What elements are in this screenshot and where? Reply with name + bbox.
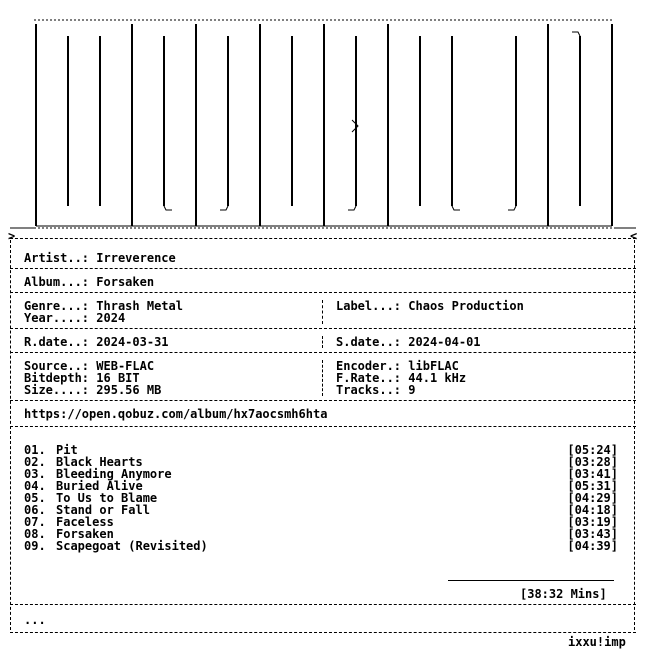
track-title: Buried Alive xyxy=(56,479,143,493)
album-value: Forsaken xyxy=(96,275,155,289)
size-value: 295.56 MB xyxy=(96,383,162,397)
bitdepth-label: Bitdepth: xyxy=(24,371,90,385)
album-url[interactable]: https://open.qobuz.com/album/hx7aocsmh6hta xyxy=(24,407,328,421)
ascii-logo xyxy=(0,0,648,243)
artist-label: Artist..: xyxy=(24,251,90,265)
frame-right xyxy=(634,240,635,630)
column-separator xyxy=(322,360,323,396)
track-row xyxy=(24,540,618,552)
tracks-row xyxy=(336,384,416,396)
track-number: 02. xyxy=(24,455,46,469)
track-title: Scapegoat (Revisited) xyxy=(56,539,208,553)
track-title: To Us to Blame xyxy=(56,491,158,505)
sdate-label: S.date..: xyxy=(336,335,402,349)
rdate-value: 2024-03-31 xyxy=(96,335,169,349)
track-title: Black Hearts xyxy=(56,455,143,469)
frate-label: F.Rate..: xyxy=(336,371,402,385)
track-title: Pit xyxy=(56,443,78,457)
divider xyxy=(10,426,636,427)
label-row xyxy=(336,300,524,312)
divider xyxy=(10,292,636,293)
column-separator xyxy=(322,336,323,348)
track-duration: [04:18] xyxy=(567,503,618,517)
divider xyxy=(10,238,636,239)
rdate-row xyxy=(24,336,169,348)
divider xyxy=(10,328,636,329)
frame-left xyxy=(10,240,11,630)
track-title: Forsaken xyxy=(56,527,114,541)
genre-value: Thrash Metal xyxy=(96,299,183,313)
label-label: Label...: xyxy=(336,299,402,313)
track-title: Stand or Fall xyxy=(56,503,150,517)
album-row xyxy=(24,276,154,288)
year-row xyxy=(24,312,125,324)
track-number: 09. xyxy=(24,539,46,553)
track-number: 07. xyxy=(24,515,46,529)
track-number: 05. xyxy=(24,491,46,505)
track-duration: [03:43] xyxy=(567,527,618,541)
track-number: 03. xyxy=(24,467,46,481)
divider xyxy=(10,268,636,269)
bitdepth-value: 16 BIT xyxy=(96,371,140,385)
divider xyxy=(10,604,636,605)
genre-label: Genre...: xyxy=(24,299,90,313)
notes: ... xyxy=(24,613,46,627)
track-duration: [03:28] xyxy=(567,455,618,469)
tracks-value: 9 xyxy=(408,383,416,397)
logo-art xyxy=(0,0,648,243)
track-number: 01. xyxy=(24,443,46,457)
frate-value: 44.1 kHz xyxy=(408,371,467,385)
frame-corner: < xyxy=(630,229,638,243)
divider xyxy=(10,352,636,353)
track-duration: [05:31] xyxy=(567,479,618,493)
total-duration: [38:32 Mins] xyxy=(520,587,607,601)
track-duration: [03:19] xyxy=(567,515,618,529)
artist-value: Irreverence xyxy=(96,251,176,265)
year-label: Year....: xyxy=(24,311,90,325)
label-value: Chaos Production xyxy=(408,299,524,313)
size-label: Size....: xyxy=(24,383,90,397)
track-number: 04. xyxy=(24,479,46,493)
track-duration: [05:24] xyxy=(567,443,618,457)
column-separator xyxy=(322,300,323,324)
track-number: 06. xyxy=(24,503,46,517)
tracks-label: Tracks..: xyxy=(336,383,402,397)
track-duration: [04:29] xyxy=(567,491,618,505)
track-title: Bleeding Anymore xyxy=(56,467,172,481)
frame-corner: > xyxy=(8,229,16,243)
track-duration: [03:41] xyxy=(567,467,618,481)
source-value: WEB-FLAC xyxy=(96,359,155,373)
album-label: Album...: xyxy=(24,275,90,289)
year-value: 2024 xyxy=(96,311,126,325)
sdate-value: 2024-04-01 xyxy=(408,335,481,349)
track-duration: [04:39] xyxy=(567,539,618,553)
signature: ixxu!imp xyxy=(568,635,626,649)
encoder-value: libFLAC xyxy=(408,359,459,373)
rdate-label: R.date..: xyxy=(24,335,90,349)
divider xyxy=(10,632,636,633)
sdate-row xyxy=(336,336,481,348)
track-title: Faceless xyxy=(56,515,114,529)
artist-row xyxy=(24,252,176,264)
total-underline xyxy=(448,580,614,581)
size-row xyxy=(24,384,161,396)
divider xyxy=(10,400,636,401)
encoder-label: Encoder.: xyxy=(336,359,402,373)
track-number: 08. xyxy=(24,527,46,541)
source-label: Source..: xyxy=(24,359,90,373)
tracklist xyxy=(24,444,618,552)
